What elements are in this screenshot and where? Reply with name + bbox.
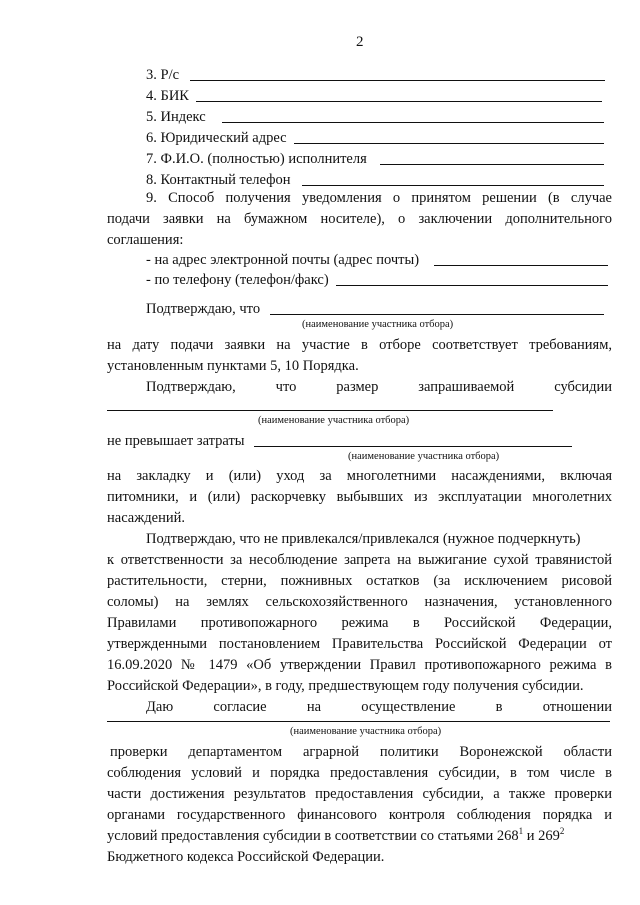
field-legal-address-label: 6. Юридический адрес — [146, 130, 287, 146]
consent-lead: Даю согласие на осуществление в отношении — [146, 699, 612, 715]
confirm1-line — [270, 314, 604, 315]
page-number: 2 — [356, 34, 364, 50]
confirm1-lead: Подтверждаю, что — [146, 301, 261, 317]
field-phone-line — [302, 185, 604, 186]
confirm2-excess-line — [254, 446, 572, 447]
field-phone-label: 8. Контактный телефон — [146, 172, 291, 188]
confirm3-line3: растительности, стерни, пожнивных остатков (за исключением рисовой — [107, 573, 612, 589]
confirm3-line4: соломы) на землях сельскохозяйственного назначения, установленного — [107, 594, 612, 610]
field-executor-line — [380, 164, 604, 165]
confirm2-line1: на закладку и (или) уход за многолетними насаждениями, включая — [107, 468, 612, 484]
confirm3-line5: Правилами противопожарного режима в Российской Федерации, — [107, 615, 612, 631]
item9-line2: подачи заявки на бумажном носителе), о заключении дополнительного — [107, 211, 612, 227]
item9-line1: 9. Способ получения уведомления о принятом решении (в случае — [146, 190, 612, 206]
article-268-superscript: 1 — [518, 826, 524, 836]
item9-line3: соглашения: — [107, 232, 184, 248]
notify-phone-line — [336, 285, 608, 286]
field-index-line — [222, 122, 604, 123]
confirm2-caption: (наименование участника отбора) — [258, 415, 410, 426]
consent-line6: Бюджетного кодекса Российской Федерации. — [107, 849, 385, 865]
field-executor-label: 7. Ф.И.О. (полностью) исполнителя — [146, 151, 367, 167]
confirm1-caption: (наименование участника отбора) — [302, 319, 454, 330]
field-index-label: 5. Индекс — [146, 109, 206, 125]
field-legal-address-line — [294, 143, 604, 144]
confirm3-line1: Подтверждаю, что не привлекался/привлекался (нужное подчеркнуть) — [146, 531, 581, 547]
confirm2-line3: насаждений. — [107, 510, 185, 526]
consent-line3: части достижения результатов предоставления субсидии, а также проверки — [107, 786, 612, 802]
field-bik-line — [196, 101, 602, 102]
confirm1-line2: установленным пунктами 5, 10 Порядка. — [107, 358, 359, 374]
consent-line1: проверки департаментом аграрной политики Воронежской области — [110, 744, 612, 760]
confirm2-caption2: (наименование участника отбора) — [348, 451, 500, 462]
notify-phone-label: - по телефону (телефон/факс) — [146, 272, 329, 288]
notify-email-label: - на адрес электронной почты (адрес почты) — [146, 252, 420, 268]
confirm2-excess: не превышает затраты — [107, 433, 245, 449]
confirm1-line1: на дату подачи заявки на участие в отборе соответствует требованиям, — [107, 337, 612, 353]
confirm3-line6: утвержденными постановлением Правительства Российской Федерации от — [107, 636, 612, 652]
consent-caption: (наименование участника отбора) — [290, 726, 442, 737]
confirm3-line7: 16.09.2020 № 1479 «Об утверждении Правил противопожарного режима в — [107, 657, 612, 673]
confirm2-line2: питомники, и (или) раскорчевку выбывших из эксплуатации многолетних — [107, 489, 612, 505]
field-account-label: 3. Р/с — [146, 67, 180, 83]
consent-line5-and: и 269 — [523, 828, 560, 844]
confirm2-lead: Подтверждаю, что размер запрашиваемой субсидии — [146, 379, 612, 395]
consent-line — [107, 721, 610, 722]
notify-email-line — [434, 265, 608, 266]
consent-line2: соблюдения условий и порядка предоставления субсидии, в том числе в — [107, 765, 612, 781]
confirm2-line — [107, 410, 553, 411]
article-269-superscript: 2 — [559, 826, 565, 836]
confirm3-line2: к ответственности за несоблюдение запрета на выжигание сухой травянистой — [107, 552, 612, 568]
consent-line4: органами государственного финансового контроля соблюдения порядка и — [107, 807, 612, 823]
consent-line5-text: условий предоставления субсидии в соответствии со статьями 268 — [107, 828, 519, 844]
consent-line5 — [107, 827, 564, 845]
field-bik-label: 4. БИК — [146, 88, 189, 104]
confirm3-line8: Российской Федерации», в году, предшествующем году получения субсидии. — [107, 678, 584, 694]
field-account-line — [190, 80, 605, 81]
